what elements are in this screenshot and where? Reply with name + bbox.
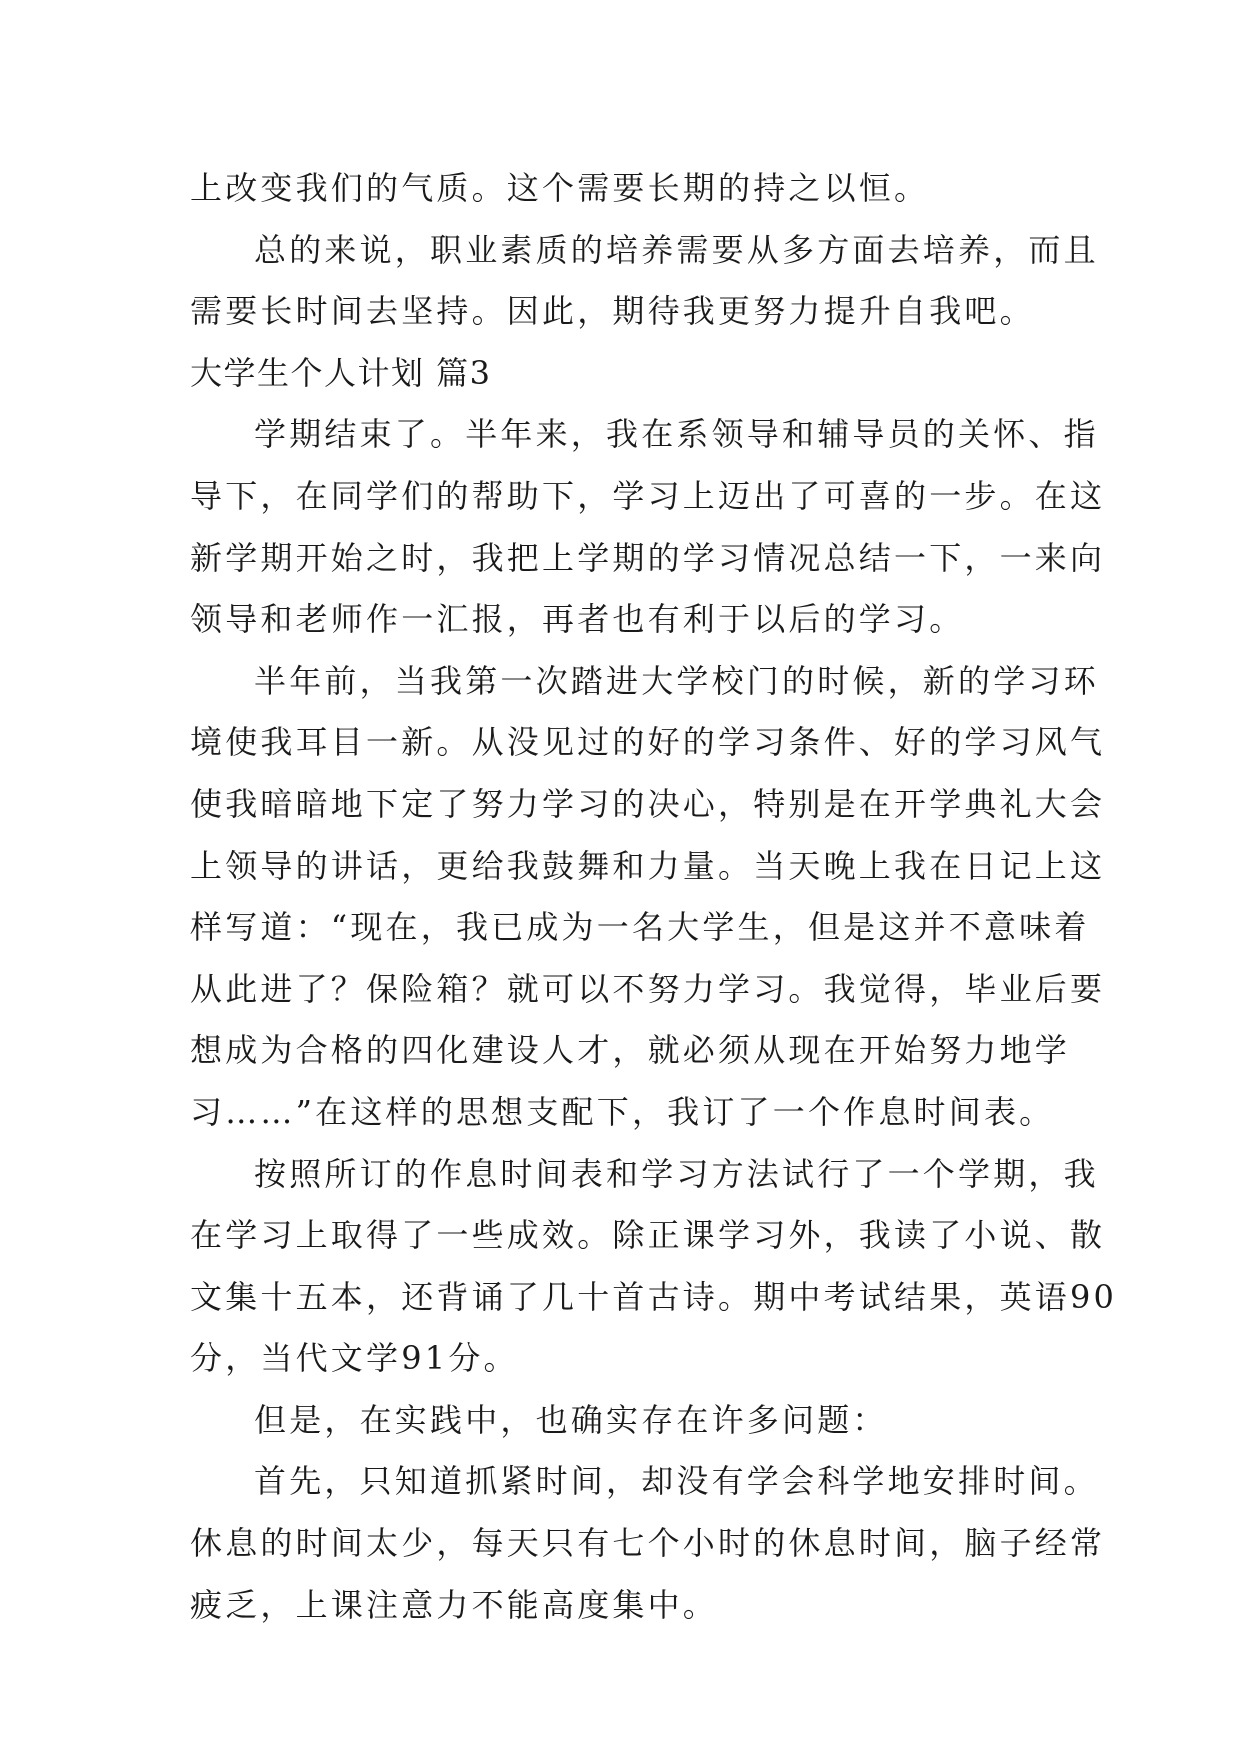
paragraph-line: 上改变我们的气质。这个需要长期的持之以恒。	[190, 169, 930, 207]
paragraph-line: 需要长时间去坚持。因此，期待我更努力提升自我吧。	[190, 292, 1035, 331]
paragraph-line: 领导和老师作一汇报，再者也有利于以后的学习。	[190, 600, 965, 639]
paragraph-line: 在学习上取得了一些成效。除正课学习外，我读了小说、散	[190, 1216, 1106, 1255]
paragraph-line: 半年前，当我第一次踏进大学校门的时候，新的学习环	[254, 661, 1099, 700]
paragraph-line: 休息的时间太少，每天只有七个小时的休息时间，脑子经常	[190, 1524, 1106, 1563]
paragraph-line: 境使我耳目一新。从没见过的好的学习条件、好的学习风气	[190, 723, 1106, 762]
paragraph-line: 文集十五本，还背诵了几十首古诗。期中考试结果，英语90	[190, 1277, 1118, 1316]
paragraph-line: 学期结束了。半年来，我在系领导和辅导员的关怀、指	[254, 415, 1099, 454]
document-body	[190, 158, 1118, 1636]
paragraph-line: 总的来说，职业素质的培养需要从多方面去培养，而且	[254, 230, 1099, 269]
paragraph-line: 使我暗暗地下定了努力学习的决心，特别是在开学典礼大会	[190, 784, 1106, 823]
paragraph-line: 但是，在实践中，也确实存在许多问题：	[254, 1400, 888, 1439]
paragraph-line: 按照所订的作息时间表和学习方法试行了一个学期，我	[254, 1154, 1099, 1193]
paragraph-line: 样写道：“现在，我已成为一名大学生，但是这并不意味着	[190, 908, 1090, 947]
paragraph-line: 导下，在同学们的帮助下，学习上迈出了可喜的一步。在这	[190, 476, 1106, 515]
paragraph-line: 从此进了？保险箱？就可以不努力学习。我觉得，毕业后要	[190, 969, 1106, 1008]
paragraph-line: 疲乏，上课注意力不能高度集中。	[190, 1585, 719, 1624]
section-heading: 大学生个人计划 篇3	[190, 353, 492, 392]
paragraph-line: 新学期开始之时，我把上学期的学习情况总结一下，一来向	[190, 538, 1106, 577]
paragraph-line: 上领导的讲话，更给我鼓舞和力量。当天晚上我在日记上这	[190, 846, 1106, 885]
paragraph-line: 想成为合格的四化建设人才，就必须从现在开始努力地学	[190, 1031, 1071, 1070]
paragraph-line: 首先，只知道抓紧时间，却没有学会科学地安排时间。	[254, 1462, 1099, 1501]
paragraph-line: 习……”在这样的思想支配下，我订了一个作息时间表。	[190, 1092, 1055, 1131]
paragraph-line: 分，当代文学91分。	[190, 1339, 519, 1378]
